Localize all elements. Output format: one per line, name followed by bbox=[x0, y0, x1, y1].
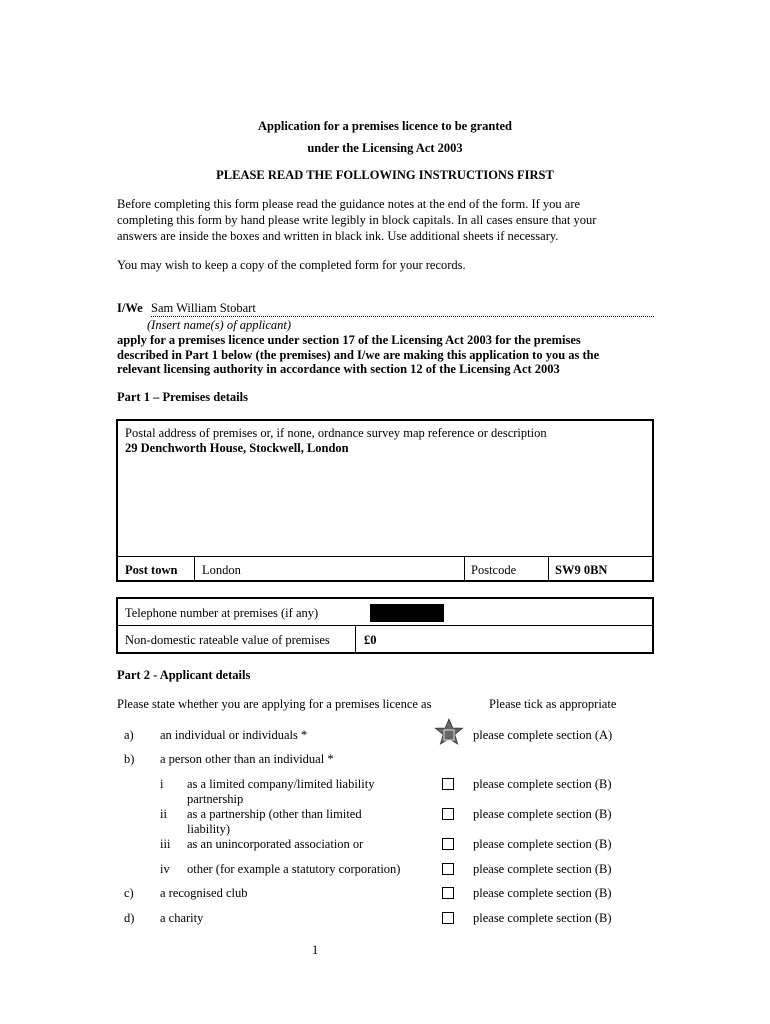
sub-ii-line-1: as a partnership (other than limited bbox=[187, 807, 362, 821]
divider bbox=[548, 556, 549, 580]
sub-ii-text bbox=[187, 807, 362, 837]
statement-line-1: apply for a premises licence under section 17 of the Licensing Act 2003 for the premises bbox=[117, 333, 581, 347]
sub-iv-num: iv bbox=[160, 862, 170, 876]
divider bbox=[464, 556, 465, 580]
applicant-name-field[interactable] bbox=[151, 301, 654, 317]
intro-line-1: Before completing this form please read the guidance notes at the end of the form. If you are bbox=[117, 197, 581, 211]
sub-ii-line-2: liability) bbox=[187, 822, 231, 836]
applicant-name-hint: (Insert name(s) of applicant) bbox=[147, 318, 292, 332]
statement-line-2: described in Part 1 below (the premises) and I/we are making this application to you as the bbox=[117, 347, 600, 362]
intro-paragraph bbox=[117, 196, 657, 244]
divider bbox=[194, 556, 195, 580]
option-a-action: please complete section (A) bbox=[473, 728, 613, 742]
sub-iv-text: other (for example a statutory corporation) bbox=[187, 862, 401, 876]
sub-i-num: i bbox=[160, 777, 164, 791]
postcode-label: Postcode bbox=[471, 563, 517, 577]
iwe-label: I/We bbox=[117, 301, 143, 315]
rateable-label: Non-domestic rateable value of premises bbox=[125, 633, 330, 647]
sub-i-line-2: partnership bbox=[187, 792, 244, 806]
application-statement bbox=[117, 333, 662, 377]
checked-star-icon[interactable] bbox=[434, 718, 464, 748]
sub-iii-text: as an unincorporated association or bbox=[187, 837, 364, 851]
address-value[interactable]: 29 Denchworth House, Stockwell, London bbox=[125, 441, 349, 455]
telephone-label: Telephone number at premises (if any) bbox=[125, 606, 319, 620]
tick-header: Please tick as appropriate bbox=[489, 697, 617, 711]
contact-divider bbox=[118, 625, 652, 626]
sub-i-line-1: as a limited company/limited liability bbox=[187, 777, 375, 791]
postcode-value[interactable]: SW9 0BN bbox=[555, 563, 608, 577]
option-b-letter: b) bbox=[124, 752, 135, 766]
copy-note: You may wish to keep a copy of the completed form for your records. bbox=[117, 258, 466, 272]
divider bbox=[355, 625, 356, 652]
option-c-action: please complete section (B) bbox=[473, 886, 612, 900]
sub-iii-num: iii bbox=[160, 837, 171, 851]
address-label: Postal address of premises or, if none, ordnance survey map reference or description bbox=[125, 426, 547, 440]
premises-address-box bbox=[116, 419, 654, 582]
option-d-letter: d) bbox=[124, 911, 135, 925]
applicant-name-value: Sam William Stobart bbox=[151, 301, 256, 315]
part2-heading: Part 2 - Applicant details bbox=[117, 668, 251, 682]
sub-iii-checkbox[interactable] bbox=[442, 838, 454, 850]
sub-ii-checkbox[interactable] bbox=[442, 808, 454, 820]
part2-question: Please state whether you are applying for a premises licence as bbox=[117, 697, 432, 711]
option-d-checkbox[interactable] bbox=[442, 912, 454, 924]
statement-line-3: relevant licensing authority in accordance with section 12 of the Licensing Act 2003 bbox=[117, 362, 560, 376]
sub-i-text bbox=[187, 777, 374, 807]
sub-ii-action: please complete section (B) bbox=[473, 807, 612, 821]
intro-line-2: completing this form by hand please write legibly in block capitals. In all cases ensure that your bbox=[117, 213, 597, 227]
option-c-checkbox[interactable] bbox=[442, 887, 454, 899]
redacted-telephone bbox=[370, 604, 444, 622]
sub-ii-num: ii bbox=[160, 807, 167, 821]
sub-i-action: please complete section (B) bbox=[473, 777, 612, 791]
sub-iv-action: please complete section (B) bbox=[473, 862, 612, 876]
sub-i-checkbox[interactable] bbox=[442, 778, 454, 790]
form-title-line2: under the Licensing Act 2003 bbox=[307, 141, 463, 155]
option-a-text: an individual or individuals * bbox=[160, 728, 308, 742]
page-number: 1 bbox=[312, 943, 319, 957]
part1-heading: Part 1 – Premises details bbox=[117, 390, 248, 404]
post-town-value[interactable]: London bbox=[202, 563, 241, 577]
post-town-label: Post town bbox=[125, 563, 178, 577]
premises-contact-box bbox=[116, 597, 654, 654]
instructions-heading: PLEASE READ THE FOLLOWING INSTRUCTIONS FIRST bbox=[216, 168, 554, 182]
option-b-text: a person other than an individual * bbox=[160, 752, 334, 766]
option-d-action: please complete section (B) bbox=[473, 911, 612, 925]
option-c-letter: c) bbox=[124, 886, 134, 900]
sub-iv-checkbox[interactable] bbox=[442, 863, 454, 875]
intro-line-3: answers are inside the boxes and written in black ink. Use additional sheets if necessary. bbox=[117, 229, 559, 243]
address-divider bbox=[118, 556, 652, 557]
form-title-line1: Application for a premises licence to be granted bbox=[257, 119, 513, 133]
option-a-letter: a) bbox=[124, 728, 134, 742]
sub-iii-action: please complete section (B) bbox=[473, 837, 612, 851]
option-d-text: a charity bbox=[160, 911, 204, 925]
option-c-text: a recognised club bbox=[160, 886, 248, 900]
rateable-value[interactable]: £0 bbox=[364, 633, 377, 647]
